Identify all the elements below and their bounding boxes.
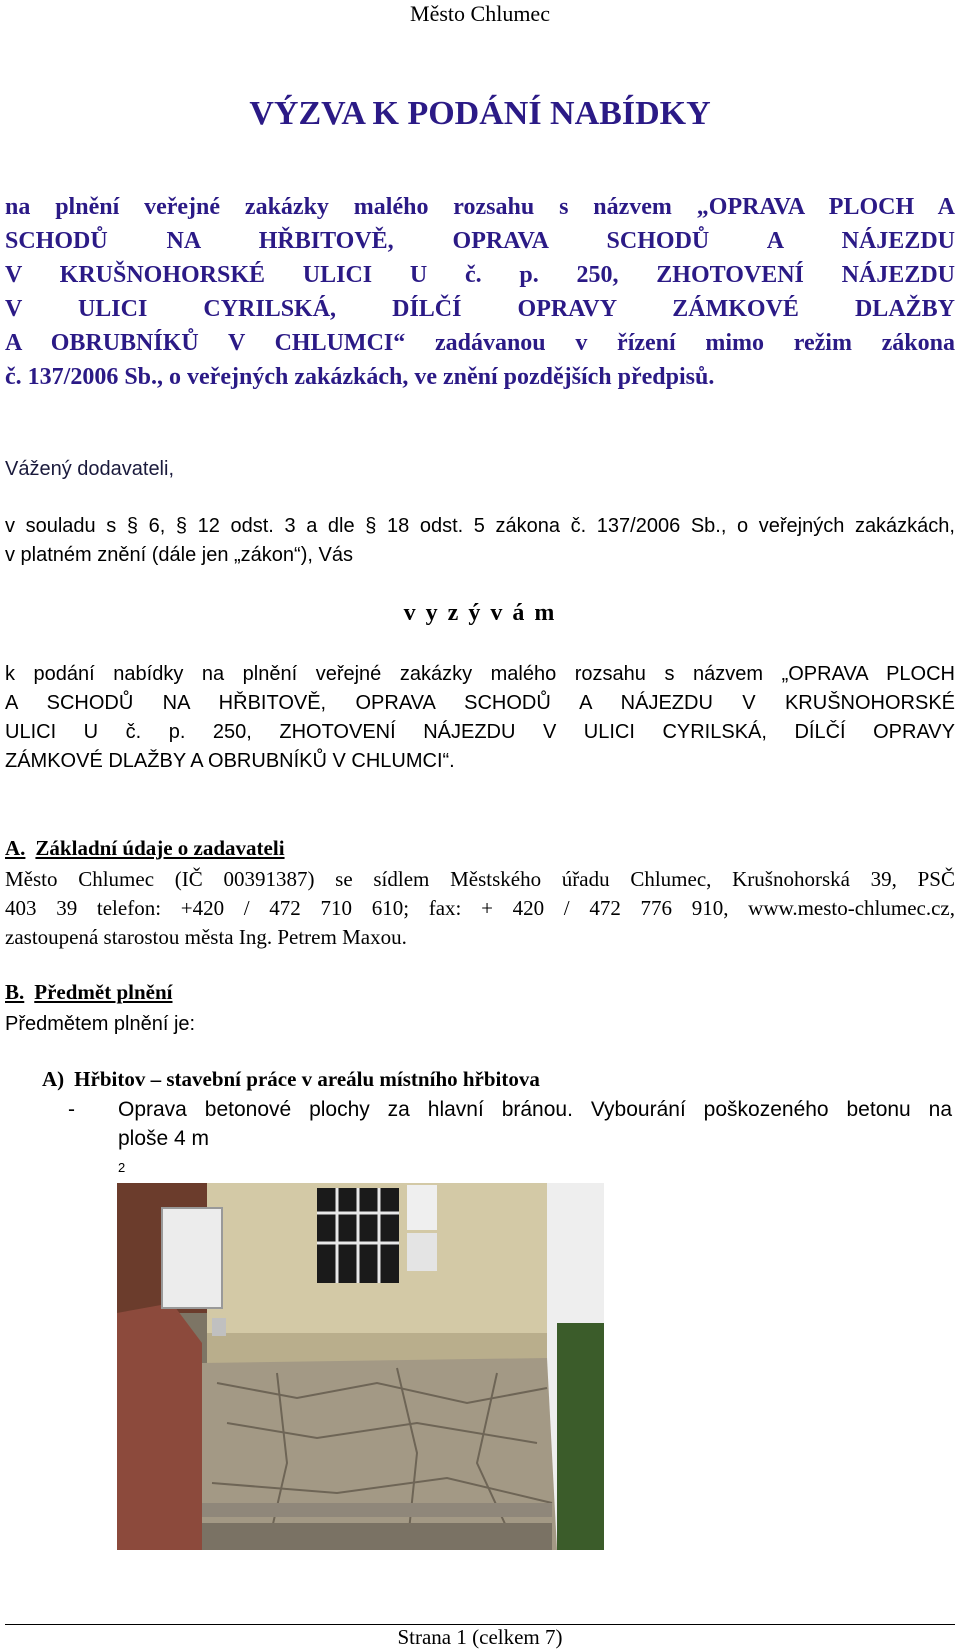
subject-paragraph: [5, 190, 955, 394]
item-a-marker: A): [42, 1067, 65, 1091]
greeting: Vážený dodavateli,: [5, 458, 175, 480]
item-a-heading: [42, 1067, 540, 1092]
bullet-dash: -: [68, 1098, 75, 1121]
authority-line: Město Chlumec (IČ 00391387) se sídlem Městského úřadu Chlumec, Krušnohorská 39, PSČ: [5, 867, 955, 891]
contracting-authority-info: [5, 865, 955, 952]
section-a-letter: A.: [5, 836, 26, 860]
section-a-heading: [5, 836, 285, 861]
invite-line: ZÁMKOVÉ DLAŽBY A OBRUBNÍKŮ V CHLUMCI“.: [5, 750, 455, 772]
subject-intro: Předmětem plnění je:: [5, 1013, 196, 1035]
superscript: 2: [118, 1160, 126, 1175]
section-b-title: Předmět plnění: [34, 980, 173, 1004]
document-title: VÝZVA K PODÁNÍ NABÍDKY: [249, 95, 711, 132]
subject-line: A OBRUBNÍKŮ V CHLUMCI“ zadávanou v řízení mimo režim zákona: [5, 330, 955, 356]
authority-line: zastoupená starostou města Ing. Petrem Maxou.: [5, 925, 407, 949]
vyzyvam-heading: v y z ý v á m: [403, 600, 557, 626]
page-header: Město Chlumec: [410, 1, 550, 26]
subject-line: č. 137/2006 Sb., o veřejných zakázkách, ve znění pozdějších předpisů.: [5, 364, 715, 390]
law-intro-paragraph: [5, 512, 955, 570]
subject-line: na plnění veřejné zakázky malého rozsahu s názvem „OPRAVA PLOCH A: [5, 194, 955, 220]
invite-paragraph: [5, 660, 955, 776]
subject-line: SCHODŮ NA HŘBITOVĚ, OPRAVA SCHODŮ A NÁJEZDU: [5, 228, 955, 254]
invite-line: k podání nabídky na plnění veřejné zakázky malého rozsahu s názvem „OPRAVA PLOCH: [5, 663, 955, 685]
law-intro-line: v platném znění (dále jen „zákon“), Vás: [5, 544, 353, 566]
invite-line: ULICI U č. p. 250, ZHOTOVENÍ NÁJEZDU V ULICI CYRILSKÁ, DÍLČÍ OPRAVY: [5, 721, 955, 743]
section-b-letter: B.: [5, 980, 25, 1004]
invite-line: A SCHODŮ NA HŘBITOVĚ, OPRAVA SCHODŮ A NÁJEZDU V KRUŠNOHORSKÉ: [5, 692, 955, 714]
bullet-text: ploše 4 m: [118, 1127, 210, 1150]
section-a-title: Základní údaje o zadavateli: [35, 836, 285, 860]
section-b-heading: [5, 980, 173, 1005]
authority-line: 403 39 telefon: +420 / 472 710 610; fax: + 420 / 472 776 910, www.mesto-chlumec.cz,: [5, 896, 955, 920]
item-a-title: Hřbitov – stavební práce v areálu místního hřbitova: [74, 1067, 540, 1091]
cemetery-photo-illustration: [117, 1183, 604, 1550]
page-number: Strana 1 (celkem 7): [397, 1625, 563, 1649]
law-intro-line: v souladu s § 6, § 12 odst. 3 a dle § 18 odst. 5 zákona č. 137/2006 Sb., o veřejných zakázkách,: [5, 515, 955, 537]
cemetery-photo: [117, 1183, 604, 1550]
bullet-line: Oprava betonové plochy za hlavní bránou. Vybourání poškozeného betonu na: [118, 1098, 952, 1121]
subject-line: V KRUŠNOHORSKÉ ULICI U č. p. 250, ZHOTOVENÍ NÁJEZDU: [5, 262, 955, 288]
subject-line: V ULICI CYRILSKÁ, DÍLČÍ OPRAVY ZÁMKOVÉ DLAŽBY: [5, 296, 955, 322]
